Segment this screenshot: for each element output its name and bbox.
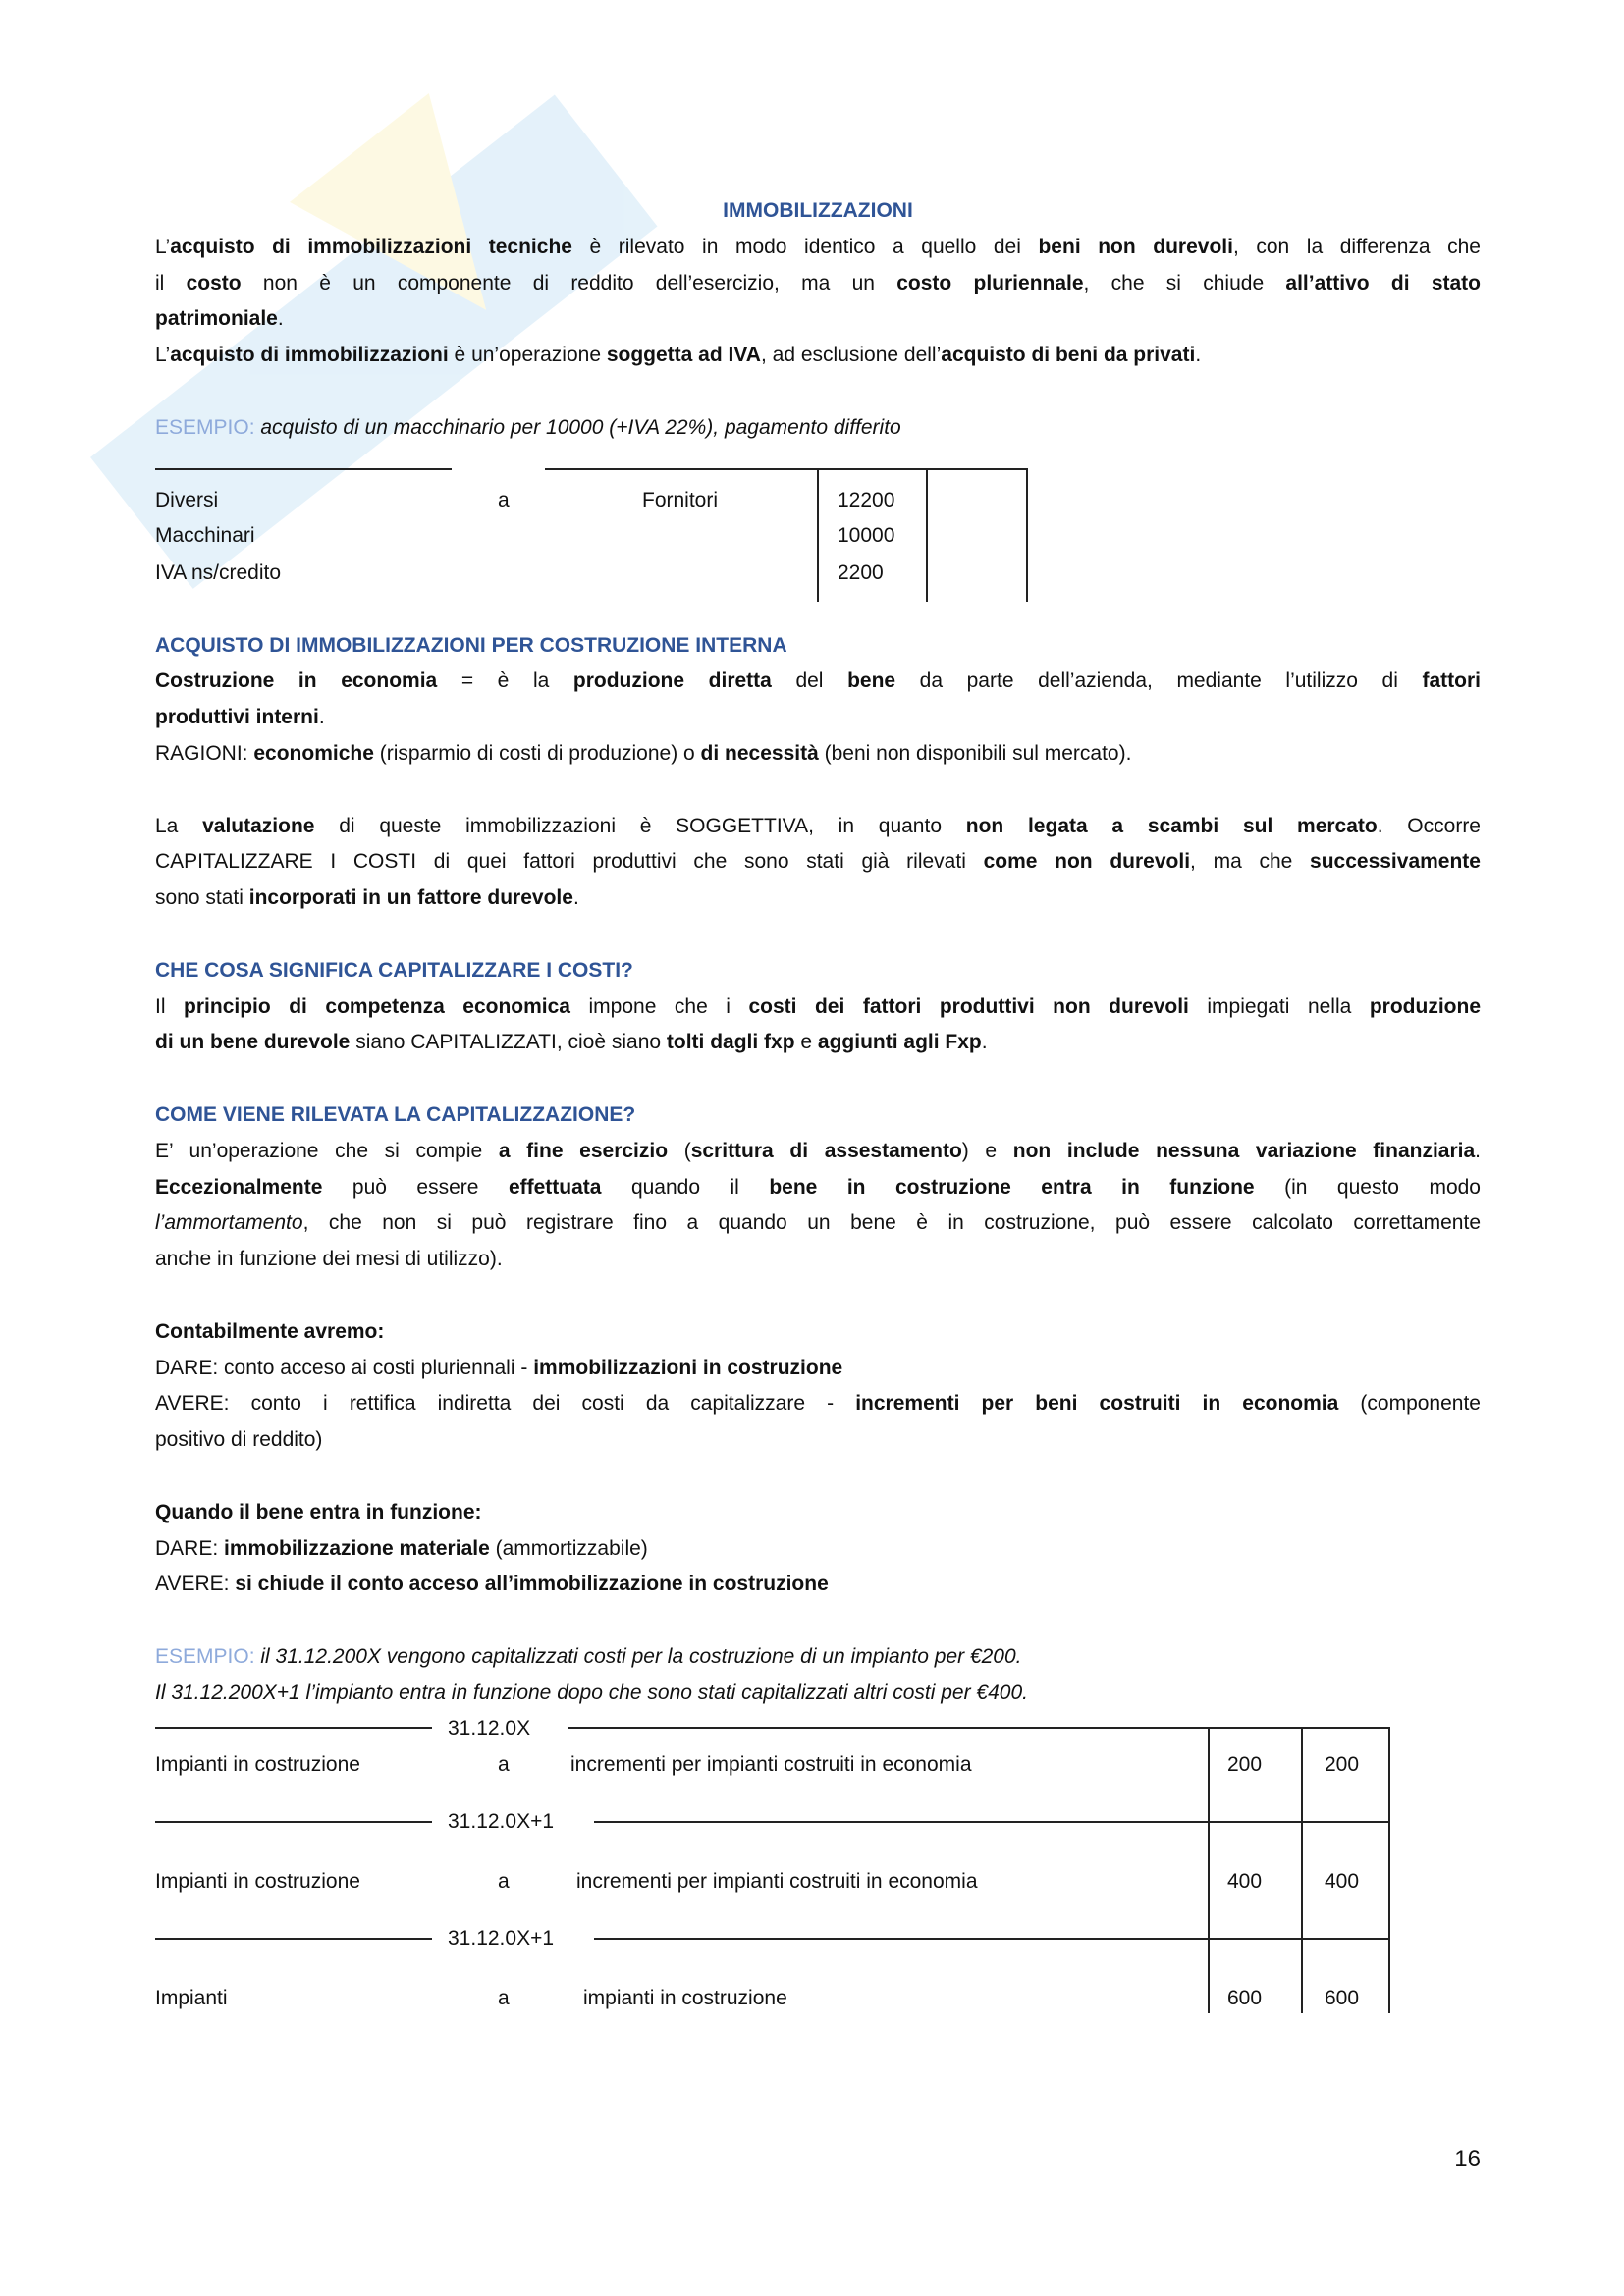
text-segment: La bbox=[155, 814, 203, 837]
example-label: ESEMPIO: bbox=[155, 1644, 261, 1668]
text-segment: principio di competenza economica bbox=[184, 994, 570, 1018]
text-segment: l’ammortamento bbox=[155, 1211, 303, 1235]
text-segment: immobilizzazioni in costruzione bbox=[533, 1356, 843, 1379]
text-segment: incrementi per beni costruiti in economia bbox=[855, 1392, 1339, 1415]
text-segment: acquisto di beni da privati bbox=[941, 344, 1196, 367]
blank-line bbox=[155, 1061, 1481, 1097]
text-segment: economiche bbox=[253, 741, 374, 765]
section-heading bbox=[155, 1097, 1481, 1134]
text-line bbox=[155, 736, 1481, 773]
divider bbox=[545, 468, 1028, 470]
a-separator: a bbox=[498, 1870, 510, 1894]
column-divider bbox=[1301, 1727, 1303, 2013]
text-line bbox=[155, 844, 1481, 881]
column-divider bbox=[926, 468, 928, 602]
text-segment: di un bene durevole bbox=[155, 1031, 351, 1054]
text-segment: tolti dagli fxp bbox=[666, 1031, 795, 1054]
text-line bbox=[155, 410, 1481, 447]
text-line bbox=[155, 664, 1481, 700]
a-separator: a bbox=[498, 1753, 510, 1777]
row-account: IVA ns/credito bbox=[155, 561, 282, 584]
debit-account: Impianti bbox=[155, 1987, 228, 2010]
debit-account: Impianti in costruzione bbox=[155, 1753, 360, 1777]
text-segment: non include nessuna variazione finanziaria bbox=[1012, 1139, 1476, 1162]
text-segment: scrittura di assestamento bbox=[690, 1139, 962, 1162]
text-segment: patrimoniale bbox=[155, 307, 278, 331]
avere-amount: 600 bbox=[1325, 1987, 1360, 2010]
text-segment: (ammortizzabile) bbox=[489, 1536, 648, 1560]
text-segment: acquisto di un macchinario per 10000 (+IVA 22%), pagamento differito bbox=[260, 415, 901, 439]
text-segment: sono stati bbox=[155, 886, 249, 910]
text-segment: impone che i bbox=[569, 994, 749, 1018]
column-divider bbox=[1026, 468, 1028, 602]
credit-account: incrementi per impianti costruiti in economia bbox=[570, 1753, 972, 1777]
text-segment: quando il bbox=[601, 1175, 770, 1199]
blank-line bbox=[155, 1603, 1481, 1639]
text-segment: aggiunti agli Fxp bbox=[817, 1031, 982, 1054]
entry-date: 31.12.0X bbox=[448, 1717, 531, 1740]
debit-account: Diversi bbox=[155, 488, 219, 511]
text-segment: AVERE: bbox=[155, 1573, 236, 1596]
text-line bbox=[155, 338, 1481, 374]
row-amount: 10000 bbox=[838, 523, 895, 547]
text-segment: effettuata bbox=[508, 1175, 602, 1199]
text-segment: è un’operazione bbox=[448, 344, 607, 367]
text-segment: E’ un’operazione che si compie bbox=[155, 1139, 499, 1162]
text-segment: . bbox=[1195, 344, 1202, 367]
text-segment: all’attivo di stato bbox=[1285, 271, 1481, 294]
text-segment: bene in costruzione entra in funzione bbox=[769, 1175, 1255, 1199]
text-segment: beni non durevoli bbox=[1038, 235, 1233, 258]
text-segment: . bbox=[318, 706, 325, 729]
document-body bbox=[155, 193, 1481, 2025]
text-segment: L’ bbox=[155, 235, 171, 258]
text-segment: (in questo modo bbox=[1254, 1175, 1481, 1199]
text-line bbox=[155, 1386, 1481, 1422]
text-segment: successivamente bbox=[1310, 850, 1481, 874]
text-segment: DARE: bbox=[155, 1536, 225, 1560]
credit-account: Fornitori bbox=[642, 488, 719, 511]
text-line bbox=[155, 700, 1481, 736]
section-heading bbox=[155, 628, 1481, 665]
section-heading bbox=[155, 953, 1481, 989]
a-separator: a bbox=[498, 488, 510, 511]
text-segment: anche in funzione dei mesi di utilizzo). bbox=[155, 1248, 503, 1271]
text-segment: Quando il bene entra in funzione: bbox=[155, 1500, 482, 1523]
text-segment: ) e bbox=[961, 1139, 1013, 1162]
text-segment: costi dei fattori produttivi non durevoli bbox=[748, 994, 1189, 1018]
text-segment: fattori bbox=[1422, 669, 1481, 693]
text-segment: . bbox=[572, 886, 579, 910]
text-segment: e bbox=[794, 1031, 818, 1054]
text-line bbox=[155, 1567, 1481, 1603]
blank-line bbox=[155, 917, 1481, 953]
text-segment: bene bbox=[847, 669, 896, 693]
journal-entries-capitalization bbox=[155, 1711, 1481, 2025]
row-account: Macchinari bbox=[155, 523, 255, 547]
text-segment: (beni non disponibili sul mercato). bbox=[818, 741, 1132, 765]
text-segment: CAPITALIZZARE I COSTI di quei fattori produttivi che sono stati già rilevati bbox=[155, 850, 984, 874]
text-segment: immobilizzazione materiale bbox=[224, 1536, 490, 1560]
credit-account: impianti in costruzione bbox=[583, 1987, 787, 2010]
text-segment: = è la bbox=[437, 669, 573, 693]
text-line bbox=[155, 1314, 1481, 1351]
divider bbox=[594, 1938, 1390, 1940]
text-segment: positivo di reddito) bbox=[155, 1428, 323, 1452]
page-number: 16 bbox=[1454, 2146, 1481, 2172]
text-segment: ( bbox=[668, 1139, 691, 1162]
text-segment: . Occorre bbox=[1377, 814, 1481, 837]
text-segment: costo bbox=[186, 271, 242, 294]
dare-amount: 200 bbox=[1227, 1753, 1263, 1777]
divider bbox=[155, 1938, 432, 1940]
text-line bbox=[155, 1351, 1481, 1387]
total-amount: 12200 bbox=[838, 488, 895, 511]
text-segment: Contabilmente avremo: bbox=[155, 1319, 385, 1343]
text-segment: . bbox=[981, 1031, 988, 1054]
text-segment: L’ bbox=[155, 344, 171, 367]
text-line bbox=[155, 1531, 1481, 1568]
blank-line bbox=[155, 773, 1481, 809]
text-segment: DARE: conto acceso ai costi pluriennali - bbox=[155, 1356, 534, 1379]
text-segment: (componente bbox=[1338, 1392, 1481, 1415]
text-segment: . bbox=[277, 307, 284, 331]
text-segment: produzione diretta bbox=[572, 669, 772, 693]
text-segment: , con la differenza che bbox=[1232, 235, 1481, 258]
text-segment: come non durevoli bbox=[983, 850, 1191, 874]
text-line bbox=[155, 1205, 1481, 1242]
text-segment: ACQUISTO DI IMMOBILIZZAZIONI PER COSTRUZIONE INTERNA bbox=[155, 633, 787, 657]
debit-account: Impianti in costruzione bbox=[155, 1870, 360, 1894]
entry-date: 31.12.0X+1 bbox=[448, 1810, 555, 1834]
text-segment: impiegati nella bbox=[1188, 994, 1370, 1018]
text-segment: il 31.12.200X vengono capitalizzati costi per la costruzione di un impianto per €200. bbox=[260, 1644, 1022, 1668]
text-segment: CHE COSA SIGNIFICA CAPITALIZZARE I COSTI? bbox=[155, 958, 633, 982]
text-line bbox=[155, 230, 1481, 266]
text-segment: , ad esclusione dell’ bbox=[760, 344, 942, 367]
text-line bbox=[155, 1170, 1481, 1206]
column-divider bbox=[1208, 1727, 1210, 2013]
text-segment: acquisto di immobilizzazioni bbox=[170, 344, 449, 367]
journal-entry-machinery bbox=[155, 447, 1481, 628]
divider bbox=[155, 1727, 432, 1729]
text-line bbox=[155, 1639, 1481, 1676]
text-segment: RAGIONI: bbox=[155, 741, 254, 765]
text-line bbox=[155, 1495, 1481, 1531]
text-segment: a fine esercizio bbox=[498, 1139, 669, 1162]
text-segment: può essere bbox=[322, 1175, 509, 1199]
column-divider bbox=[1388, 1727, 1390, 2013]
text-segment: costo pluriennale bbox=[896, 271, 1084, 294]
divider bbox=[594, 1821, 1390, 1823]
text-segment: è rilevato in modo identico a quello dei bbox=[571, 235, 1039, 258]
text-line bbox=[155, 881, 1481, 917]
text-segment: soggetta ad IVA bbox=[606, 344, 761, 367]
text-segment: Eccezionalmente bbox=[155, 1175, 323, 1199]
text-segment: di necessità bbox=[700, 741, 819, 765]
text-segment: il bbox=[155, 271, 187, 294]
dare-amount: 600 bbox=[1227, 1987, 1263, 2010]
divider bbox=[568, 1727, 1390, 1729]
divider bbox=[155, 1821, 432, 1823]
text-segment: incorporati in un fattore durevole bbox=[248, 886, 573, 910]
text-line bbox=[155, 1422, 1481, 1459]
section-heading bbox=[155, 193, 1481, 230]
text-segment: siano CAPITALIZZATI, cioè siano bbox=[350, 1031, 667, 1054]
text-line bbox=[155, 1242, 1481, 1278]
text-segment: AVERE: conto i rettifica indiretta dei costi da capitalizzare - bbox=[155, 1392, 856, 1415]
entry-date: 31.12.0X+1 bbox=[448, 1927, 555, 1950]
text-segment: acquisto di immobilizzazioni tecniche bbox=[170, 235, 572, 258]
text-segment: valutazione bbox=[202, 814, 315, 837]
text-segment: Costruzione in economia bbox=[155, 669, 438, 693]
blank-line bbox=[155, 1459, 1481, 1495]
text-segment: Il 31.12.200X+1 l’impianto entra in funzione dopo che sono stati capitalizzati altri costi per €400. bbox=[155, 1681, 1028, 1704]
text-segment: non legata a scambi sul mercato bbox=[965, 814, 1378, 837]
blank-line bbox=[155, 1278, 1481, 1314]
text-segment: . bbox=[1475, 1139, 1481, 1162]
example-label: ESEMPIO: bbox=[155, 415, 261, 439]
text-segment: di queste immobilizzazioni è SOGGETTIVA, in quanto bbox=[314, 814, 966, 837]
text-line bbox=[155, 989, 1481, 1026]
text-segment: COME VIENE RILEVATA LA CAPITALIZZAZIONE? bbox=[155, 1102, 636, 1126]
text-line bbox=[155, 809, 1481, 845]
avere-amount: 400 bbox=[1325, 1870, 1360, 1894]
text-segment: produzione bbox=[1369, 994, 1481, 1018]
text-segment: non è un componente di reddito dell’esercizio, ma un bbox=[241, 271, 897, 294]
text-segment: , che si chiude bbox=[1083, 271, 1286, 294]
avere-amount: 200 bbox=[1325, 1753, 1360, 1777]
text-segment: si chiude il conto acceso all’immobilizzazione in costruzione bbox=[235, 1573, 829, 1596]
column-divider bbox=[817, 468, 819, 602]
text-line bbox=[155, 301, 1481, 338]
text-segment: da parte dell’azienda, mediante l’utilizzo di bbox=[895, 669, 1423, 693]
text-segment: del bbox=[771, 669, 848, 693]
text-segment: , ma che bbox=[1190, 850, 1311, 874]
text-line bbox=[155, 266, 1481, 302]
credit-account: incrementi per impianti costruiti in economia bbox=[576, 1870, 978, 1894]
row-amount: 2200 bbox=[838, 561, 884, 584]
divider bbox=[155, 468, 452, 470]
text-segment: Il bbox=[155, 994, 185, 1018]
text-line bbox=[155, 1134, 1481, 1170]
blank-line bbox=[155, 374, 1481, 410]
dare-amount: 400 bbox=[1227, 1870, 1263, 1894]
text-segment: (risparmio di costi di produzione) o bbox=[373, 741, 701, 765]
text-line bbox=[155, 1025, 1481, 1061]
text-segment: , che non si può registrare fino a quando un bene è in costruzione, può essere calcolato correttamente bbox=[302, 1211, 1481, 1235]
text-segment: IMMOBILIZZAZIONI bbox=[723, 199, 913, 222]
text-line bbox=[155, 1676, 1481, 1712]
text-segment: produttivi interni bbox=[155, 706, 319, 729]
a-separator: a bbox=[498, 1987, 510, 2010]
